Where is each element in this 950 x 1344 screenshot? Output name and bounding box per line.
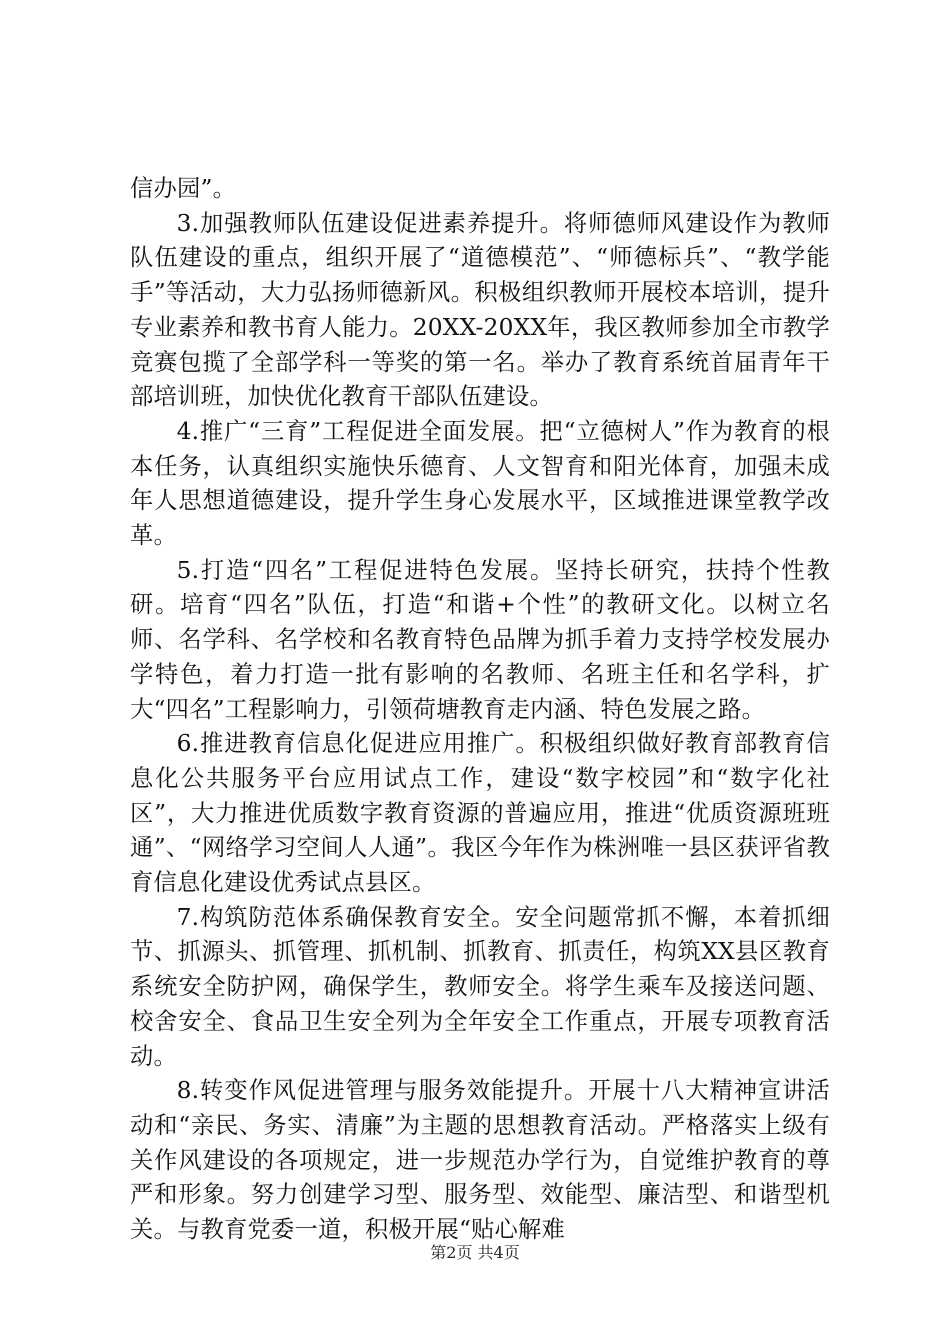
document-body xyxy=(130,172,830,1248)
paragraph-item-6: 6.推进教育信息化促进应用推广。积极组织做好教育部教育信息化公共服务平台应用试点工作，建设“数字校园”和“数字化社区”，大力推进优质数字教育资源的普遍应用，推进“优质资源班班通”、“网络学习空间人人通”。我区今年作为株洲唯一县区获评省教育信息化建设优秀试点县区。 xyxy=(130,730,830,897)
paragraph-continuation: 信办园”。 xyxy=(130,175,237,202)
paragraph-item-4: 4.推广“三育”工程促进全面发展。把“立德树人”作为教育的根本任务，认真组织实施快乐德育、人文智育和阳光体育，加强未成年人思想道德建设，提升学生身心发展水平，区域推进课堂教学改革。 xyxy=(130,417,830,550)
page-number-label: 第2页 共4页 xyxy=(430,1243,520,1262)
paragraph-item-7: 7.构筑防范体系确保教育安全。安全问题常抓不懈，本着抓细节、抓源头、抓管理、抓机制、抓教育、抓责任，构筑XX县区教育系统安全防护网，确保学生，教师安全。将学生乘车及接送问题、校舍安全、食品卫生安全列为全年安全工作重点，开展专项教育活动。 xyxy=(130,903,830,1070)
paragraph-item-5: 5.打造“四名”工程促进特色发展。坚持长研究，扶持个性教研。培育“四名”队伍，打造“和谐+个性”的教研文化。以树立名师、名学科、名学校和名教育特色品牌为抓手着力支持学校发展办学特色，着力打造一批有影响的名教师、名班主任和名学科，扩大“四名”工程影响力，引领荷塘教育走内涵、特色发展之路。 xyxy=(130,556,830,723)
page-footer xyxy=(0,1243,950,1263)
paragraph-item-8: 8.转变作风促进管理与服务效能提升。开展十八大精神宣讲活动和“亲民、务实、清廉”为主题的思想教育活动。严格落实上级有关作风建设的各项规定，进一步规范办学行为，自觉维护教育的尊严和形象。努力创建学习型、服务型、效能型、廉洁型、和谐型机关。与教育党委一道，积极开展“贴心解难 xyxy=(130,1077,830,1244)
paragraph-item-3: 3.加强教师队伍建设促进素养提升。将师德师风建设作为教师队伍建设的重点，组织开展了“道德模范”、“师德标兵”、“教学能手”等活动，大力弘扬师德新风。积极组织教师开展校本培训，提升专业素养和教书育人能力。20XX-20XX年，我区教师参加全市教学竞赛包揽了全部学科一等奖的第一名。举办了教育系统首届青年干部培训班，加快优化教育干部队伍建设。 xyxy=(130,209,830,411)
